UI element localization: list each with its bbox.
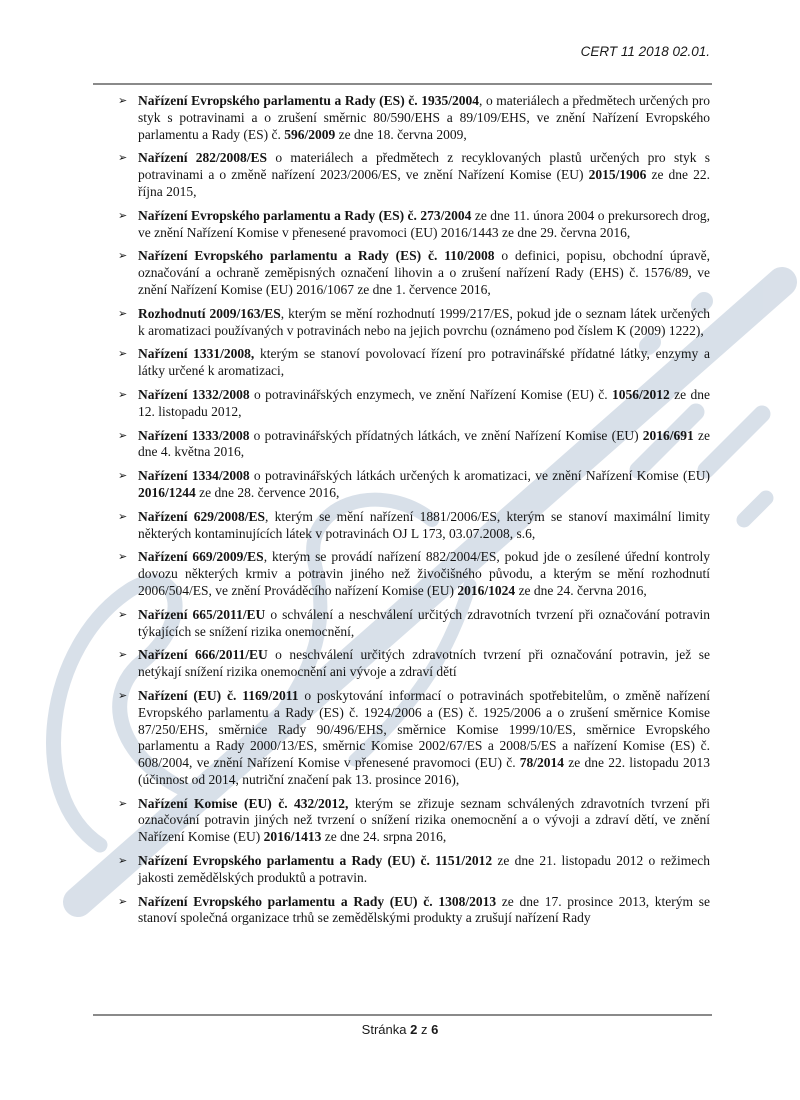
arrow-bullet-icon: ➢ — [118, 428, 128, 442]
arrow-bullet-icon: ➢ — [118, 347, 128, 361]
list-item — [93, 549, 710, 599]
list-item — [93, 853, 710, 887]
arrow-bullet-icon: ➢ — [118, 469, 128, 483]
list-item — [93, 796, 710, 846]
arrow-bullet-icon: ➢ — [118, 387, 128, 401]
arrow-bullet-icon: ➢ — [118, 550, 128, 564]
footer-prefix: Stránka — [361, 1022, 407, 1037]
list-item-text: Nařízení 666/2011/EU o neschválení určitých zdravotních tvrzení při označování potravin, jež se netýkají snížení rizika onemocnění ani vývoje a zdraví dětí — [138, 647, 710, 680]
list-item-text: Nařízení (EU) č. 1169/2011 o poskytování informací o potravinách spotřebitelům, o změně nařízení Evropského parlamentu a Rady (ES) č. 1924/2006 a (ES) č. 1925/2006 a o zrušení směrnice Komise 87/250/EHS, směrnice Rady 90/496/EHS, směrnice Komise 1999/10/ES, směrnice Evropského parlamentu a Rady 2000/13/ES, směrnic Komise 2002/67/ES a 2008/5/ES a nařízení Komise (ES) č. 608/2004, ve znění Nařízení Komise v přenesené pravomoci (EU) č. 78/2014 ze dne 22. listopadu 2013 (účinnost od 2014, nutriční značení pak 13. prosince 2016), — [138, 687, 710, 787]
arrow-bullet-icon: ➢ — [118, 249, 128, 263]
list-item — [93, 607, 710, 641]
arrow-bullet-icon: ➢ — [118, 151, 128, 165]
list-item-text: Nařízení 1332/2008 o potravinářských enzymech, ve znění Nařízení Komise (EU) č. 1056/2012 ze dne 12. listopadu 2012, — [138, 386, 710, 419]
list-item-text: Nařízení Evropského parlamentu a Rady (ES) č. 1935/2004, o materiálech a předmětech určených pro styk s potravinami a o zrušení směrnic 80/590/EHS a 89/109/EHS, ve znění Nařízení Evropského parlamentu a Rady (ES) č. 596/2009 ze dne 18. června 2009, — [138, 93, 710, 142]
arrow-bullet-icon: ➢ — [118, 306, 128, 320]
footer-of: z — [420, 1022, 428, 1037]
header-divider — [93, 83, 712, 85]
list-item-text: Nařízení Evropského parlamentu a Rady (EU) č. 1308/2013 ze dne 17. prosince 2013, kterým se stanoví společná organizace trhů se zemědělskými produkty a zrušují nařízení Rady — [138, 893, 710, 926]
list-item — [93, 428, 710, 462]
arrow-bullet-icon: ➢ — [118, 509, 128, 523]
list-item — [93, 248, 710, 298]
list-item — [93, 93, 710, 143]
list-item-text: Nařízení Komise (EU) č. 432/2012, kterým se zřizuje seznam schválených zdravotních tvrzení při označování potravin jiných než tvrzení o snížení rizika onemocnění a o vývoji a zdraví dětí, ve znění Nařízení Komise (EU) 2016/1413 ze dne 24. srpna 2016, — [138, 795, 710, 845]
arrow-bullet-icon: ➢ — [118, 607, 128, 621]
list-item-text: Nařízení Evropského parlamentu a Rady (ES) č. 110/2008 o definici, popisu, obchodní úpravě, označování a ochraně zeměpisných označení lihovin a o zrušení nařízení Rady (EHS) č. 1576/89, ve znění Nařízení Komise (EU) 2016/1067 ze dne 1. července 2016, — [138, 248, 710, 297]
list-item-text: Nařízení 1334/2008 o potravinářských látkách určených k aromatizaci, ve znění Nařízení Komise (EU) 2016/1244 ze dne 28. července 2016, — [138, 468, 710, 500]
total-pages: 6 — [431, 1022, 439, 1037]
list-item — [93, 468, 710, 502]
list-item-text: Nařízení 1331/2008, kterým se stanoví povolovací řízení pro potravinářské přídatné látky, enzymy a látky určené k aromatizaci, — [138, 346, 710, 379]
list-item-text: Nařízení Evropského parlamentu a Rady (EU) č. 1151/2012 ze dne 21. listopadu 2012 o režimech jakosti zemědělských produktů a potravin. — [138, 853, 710, 885]
list-item — [93, 150, 710, 200]
document-reference: CERT 11 2018 02.01. — [580, 44, 710, 59]
list-item — [93, 647, 710, 681]
list-item-text: Nařízení Evropského parlamentu a Rady (ES) č. 273/2004 ze dne 11. února 2004 o prekursorech drog, ve znění Nařízení Komise v přenesené pravomoci (EU) 2016/1443 ze dne 29. června 2016, — [138, 207, 710, 240]
arrow-bullet-icon: ➢ — [118, 854, 128, 868]
arrow-bullet-icon: ➢ — [118, 894, 128, 908]
list-item-text: Nařízení 669/2009/ES, kterým se provádí nařízení 882/2004/ES, pokud jde o zesílené úřední kontroly dovozu některých krmiv a potravin jiného než živočišného původu, a kterým se mění rozhodnutí 2006/504/ES, ve znění Prováděcího nařízení Komise (EU) 2016/1024 ze dne 24. června 2016, — [138, 549, 711, 598]
arrow-bullet-icon: ➢ — [118, 796, 128, 810]
page-footer — [0, 1022, 800, 1037]
footer-divider — [93, 1014, 712, 1016]
list-item-text: Rozhodnutí 2009/163/ES, kterým se mění rozhodnutí 1999/217/ES, pokud jde o seznam látek určených k aromatizaci používaných v potravinách nebo na jejich povrchu (oznámeno pod číslem K (2009) 1222), — [138, 305, 710, 338]
list-item — [93, 208, 710, 242]
arrow-bullet-icon: ➢ — [118, 648, 128, 662]
list-item-text: Nařízení 282/2008/ES o materiálech a předmětech z recyklovaných plastů určených pro styk s potravinami a o změně nařízení 2023/2006/ES, ve znění Nařízení Komise (EU) 2015/1906 ze dne 22. října 2015, — [138, 150, 711, 199]
list-item-text: Nařízení 665/2011/EU o schválení a neschválení určitých zdravotních tvrzení při označování potravin týkajících se snížení rizika onemocnění, — [138, 606, 711, 639]
arrow-bullet-icon: ➢ — [118, 688, 128, 702]
list-item — [93, 688, 710, 789]
regulation-list — [93, 93, 710, 934]
list-item — [93, 894, 710, 928]
page-number: 2 — [410, 1022, 418, 1037]
arrow-bullet-icon: ➢ — [118, 208, 128, 222]
list-item-text: Nařízení 1333/2008 o potravinářských přídatných látkách, ve znění Nařízení Komise (EU) 2016/691 ze dne 4. května 2016, — [138, 427, 710, 460]
list-item-text: Nařízení 629/2008/ES, kterým se mění nařízení 1881/2006/ES, kterým se stanoví maximální limity některých kontaminujících látek v potravinách OJ L 173, 03.07.2008, s.6, — [138, 508, 711, 541]
list-item — [93, 306, 710, 340]
list-item — [93, 387, 710, 421]
list-item — [93, 346, 710, 380]
arrow-bullet-icon: ➢ — [118, 94, 128, 107]
list-item — [93, 509, 710, 543]
